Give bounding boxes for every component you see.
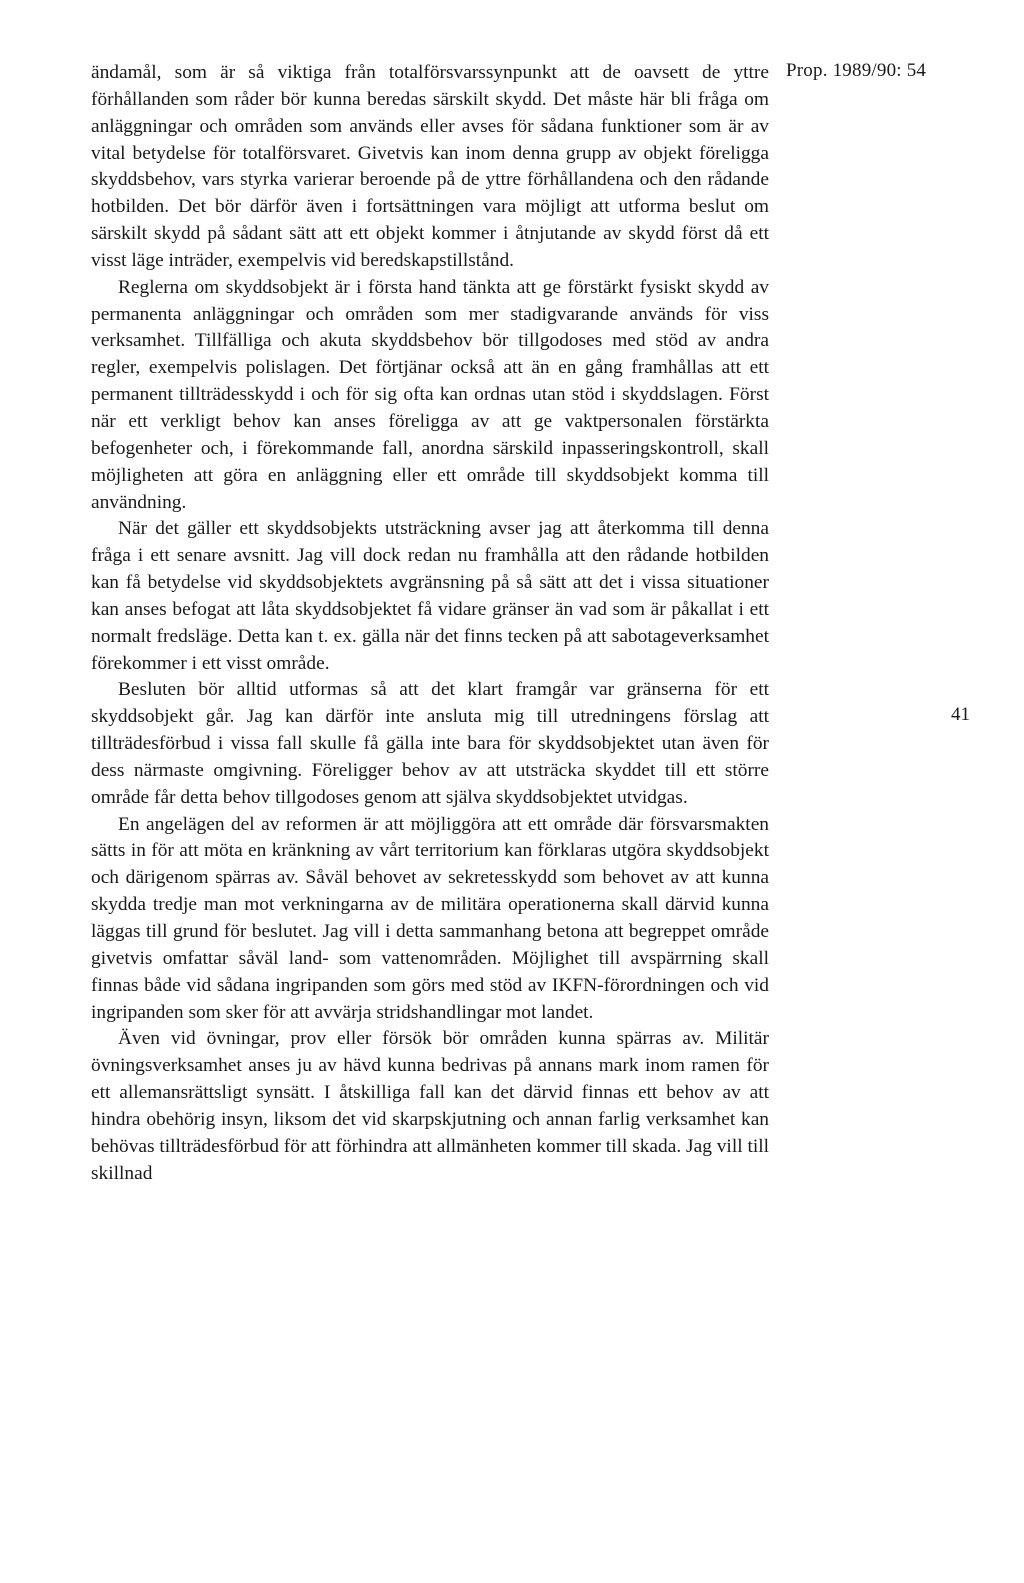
- body-text: [91, 60, 769, 1187]
- page-number: 41: [951, 704, 970, 725]
- paragraph: När det gäller ett skyddsobjekts utsträckning avser jag att återkomma till denna fråga i ett senare avsnitt. Jag vill dock redan nu framhålla att den rådande hotbilden kan få betydelse vid skyddsobjektets avgränsning på så sätt att det i vissa situationer kan anses befogat att låta skyddsobjektet få vidare gränser än vad som är påkallat i ett normalt fredsläge. Detta kan t. ex. gälla när det finns tecken på att sabotageverksamhet förekommer i ett visst område.: [91, 518, 769, 674]
- paragraph: Reglerna om skyddsobjekt är i första hand tänkta att ge förstärkt fysiskt skydd av permanenta anläggningar och områden som mer stadigvarande används för viss verksamhet. Tillfälliga och akuta skyddsbehov bör tillgodoses med stöd av andra regler, exempelvis polislagen. Det förtjänar också att än en gång framhållas att ett permanent tillträdesskydd i och för sig ofta kan ordnas utan stöd i skyddslagen. Först när ett verkligt behov kan anses föreligga av att ge vaktpersonalen förstärkta befogenheter och, i förekommande fall, anordna särskild inpasseringskontroll, skall möjligheten att göra en anläggning eller ett område till skyddsobjekt komma till användning.: [91, 276, 769, 513]
- proposition-reference: Prop. 1989/90: 54: [786, 60, 927, 81]
- paragraph: Även vid övningar, prov eller försök bör områden kunna spärras av. Militär övningsverksamhet anses ju av hävd kunna bedrivas på annans mark inom ramen för ett allemansrättsligt synsätt. I åtskilliga fall kan det därvid finnas ett behov av att hindra obehörig insyn, liksom det vid skarpskjutning och annan farlig verksamhet kan behövas tillträdesförbud för att förhindra att allmänheten kommer till skada. Jag vill till skillnad: [91, 1028, 769, 1184]
- paragraph: ändamål, som är så viktiga från totalförsvarssynpunkt att de oavsett de yttre förhållanden som råder bör kunna beredas särskilt skydd. Det måste här bli fråga om anläggningar och områden som används eller avses för sådana funktioner som är av vital betydelse för totalförsvaret. Givetvis kan inom denna grupp av objekt föreligga skyddsbehov, vars styrka varierar beroende på de yttre förhållandena och den rådande hotbilden. Det bör därför även i fortsättningen vara möjligt att utforma beslut om särskilt skydd på sådant sätt att ett objekt kommer i åtnjutande av skydd först då ett visst läge inträder, exempelvis vid beredskapstillstånd.: [91, 62, 769, 271]
- paragraph: Besluten bör alltid utformas så att det klart framgår var gränserna för ett skyddsobjekt går. Jag kan därför inte ansluta mig till utredningens förslag att tillträdesförbud i vissa fall skulle få gälla inte bara för skyddsobjektet utan även för dess närmaste omgivning. Föreligger behov av att utsträcka skyddet till ett större område får detta behov tillgodoses genom att själva skyddsobjektet utvidgas.: [91, 679, 769, 808]
- paragraph: En angelägen del av reformen är att möjliggöra att ett område där försvarsmakten sätts in för att möta en kränkning av vårt territorium kan förklaras utgöra skyddsobjekt och därigenom spärras av. Såväl behovet av sekretesskydd som behovet av att kunna skydda tredje man mot verkningarna av de militära operationerna skall därvid kunna läggas till grund för beslutet. Jag vill i detta sammanhang betona att begreppet område givetvis omfattar såväl land- som vattenområden. Möjlighet till avspärrning skall finnas både vid sådana ingripanden som görs med stöd av IKFN-förordningen och vid ingripanden som sker för att avvärja stridshandlingar mot landet.: [91, 813, 769, 1023]
